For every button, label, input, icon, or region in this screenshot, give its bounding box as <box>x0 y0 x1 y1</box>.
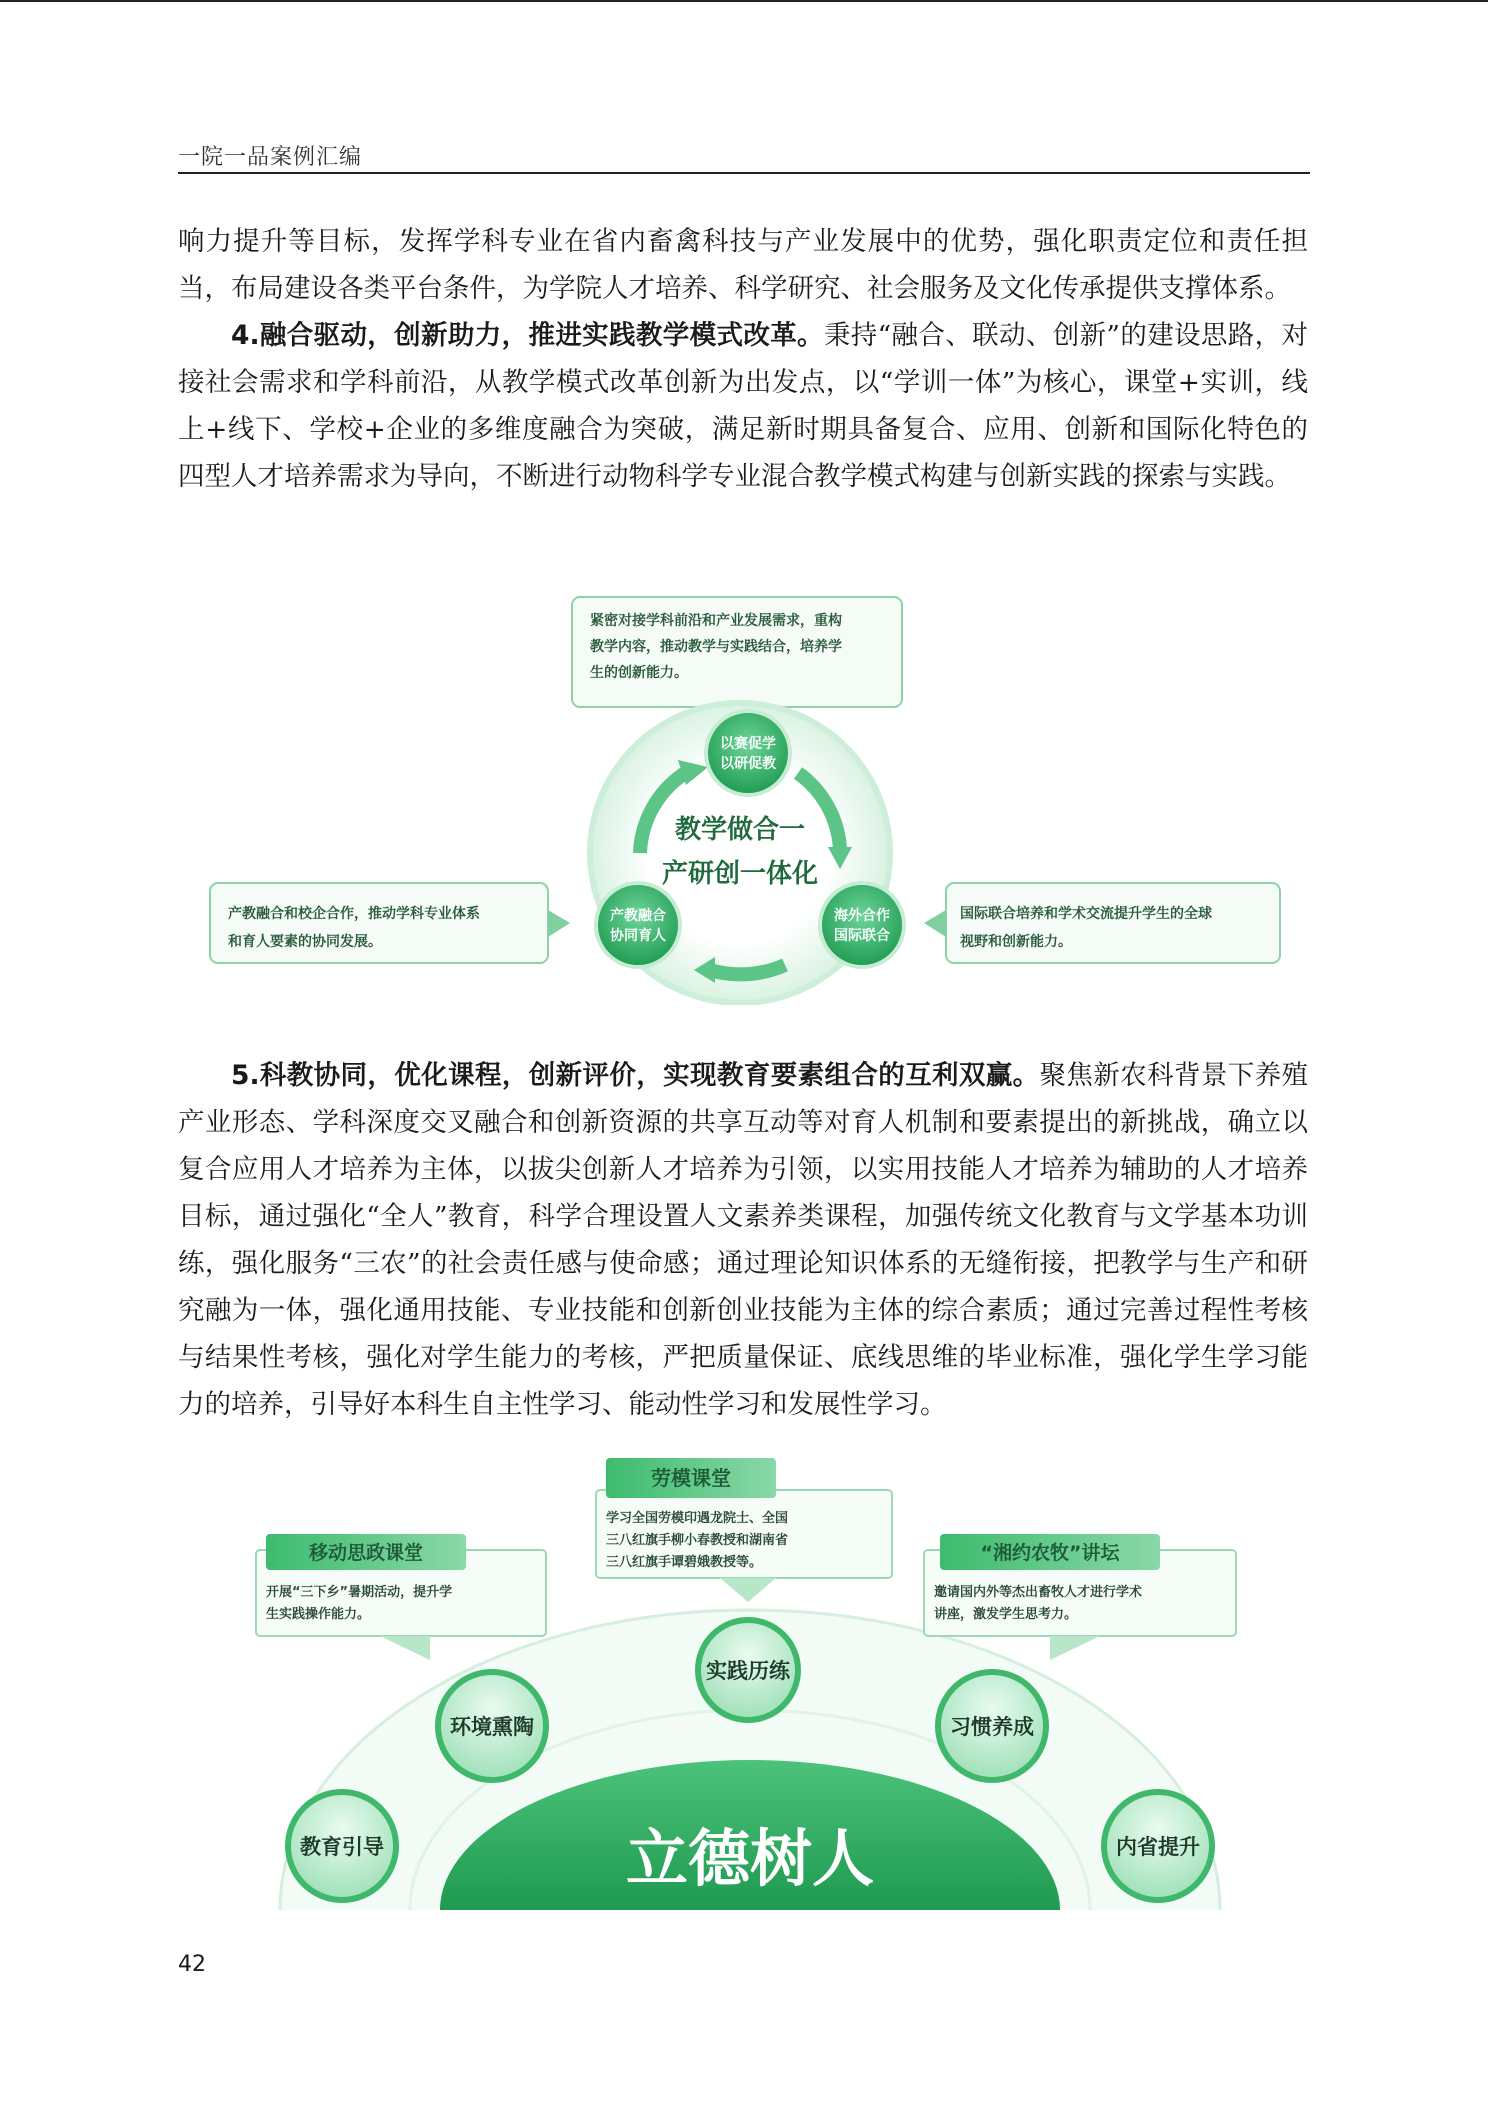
teaching-integration-diagram <box>200 585 1290 1005</box>
svg-text:以赛促学: 以赛促学 <box>720 736 776 752</box>
mobile-classroom-box <box>256 1534 546 1660</box>
svg-text:学习全国劳模印遇龙院士、全国: 学习全国劳模印遇龙院士、全国 <box>606 1511 789 1526</box>
svg-text:国际联合: 国际联合 <box>834 928 890 944</box>
left-description-box <box>210 883 570 963</box>
svg-text:邀请国内外等杰出畜牧人才进行学术: 邀请国内外等杰出畜牧人才进行学术 <box>934 1585 1143 1600</box>
left-box-line-1: 产教融合和校企合作，推动学科专业体系 <box>228 906 480 922</box>
moral-education-diagram <box>240 1450 1260 1910</box>
svg-text:教育引导: 教育引导 <box>300 1835 384 1859</box>
node-competition-research <box>706 711 790 795</box>
paragraph-section-4 <box>178 312 1308 500</box>
mobile-classroom-title: 移动思政课堂 <box>308 1542 424 1564</box>
section-4-heading: 4.融合驱动，创新助力，推进实践教学模式改革。 <box>231 320 824 351</box>
center-label-line-1: 教学做合一 <box>674 815 806 845</box>
svg-text:产教融合: 产教融合 <box>610 908 666 924</box>
top-box-line-2: 教学内容，推动教学与实践结合，培养学 <box>590 639 842 655</box>
section-4-body: 秉持“融合、联动、创新”的建设思路，对接社会需求和学科前沿，从教学模式改革创新为出发点，以“学训一体”为核心，课堂+实训，线上+线下、学校+企业的多维度融合为突破，满足新时期具备复合、应用、创新和国际化特色的四型人才培养需求为导向，不断进行动物科学专业混合教学模式构建与创新实践的探索与实践。 <box>178 320 1308 492</box>
forum-title: “湘约农牧”讲坛 <box>980 1542 1120 1564</box>
svg-text:以研促教: 以研促教 <box>720 756 776 772</box>
top-box-line-1: 紧密对接学科前沿和产业发展需求，重构 <box>590 613 842 629</box>
section-5-heading: 5.科教协同，优化课程，创新评价，实现教育要素组合的互利双赢。 <box>231 1060 1040 1091</box>
left-box-line-2: 和育人要素的协同发展。 <box>228 934 382 950</box>
page-number: 42 <box>178 1952 206 1977</box>
paragraph-continuation: 响力提升等目标，发挥学科专业在省内畜禽科技与产业发展中的优势，强化职责定位和责任担当，布局建设各类平台条件，为学院人才培养、科学研究、社会服务及文化传承提供支撑体系。 <box>178 226 1308 304</box>
svg-text:讲座，激发学生思考力。: 讲座，激发学生思考力。 <box>934 1607 1078 1622</box>
svg-text:三八红旗手柳小春教授和湖南省: 三八红旗手柳小春教授和湖南省 <box>606 1533 789 1548</box>
svg-text:海外合作: 海外合作 <box>834 908 890 924</box>
top-border <box>0 0 1488 2</box>
node-reflection <box>1104 1792 1212 1900</box>
node-habit <box>938 1672 1046 1780</box>
node-practice <box>698 1620 798 1720</box>
right-description-box <box>924 883 1280 963</box>
forum-box <box>924 1534 1236 1660</box>
svg-text:协同育人: 协同育人 <box>610 928 666 944</box>
header-divider <box>178 172 1310 174</box>
svg-text:环境熏陶: 环境熏陶 <box>450 1715 534 1739</box>
svg-text:习惯养成: 习惯养成 <box>950 1715 1034 1739</box>
node-industry-education <box>596 883 680 967</box>
svg-text:开展“三下乡”暑期活动，提升学: 开展“三下乡”暑期活动，提升学 <box>266 1585 453 1600</box>
section-5-body: 聚焦新农科背景下养殖产业形态、学科深度交叉融合和创新资源的共享互动等对育人机制和要素提出的新挑战，确立以复合应用人才培养为主体，以拔尖创新人才培养为引领，以实用技能人才培养为辅助的人才培养目标，通过强化“全人”教育，科学合理设置人文素养类课程，加强传统文化教育与文学基本功训练，强化服务“三农”的社会责任感与使命感；通过理论知识体系的无缝衔接，把教学与生产和研究融为一体，强化通用技能、专业技能和创新创业技能为主体的综合素质；通过完善过程性考核与结果性考核，强化对学生能力的考核，严把质量保证、底线思维的毕业标准，强化学生学习能力的培养，引导好本科生自主性学习、能动性学习和发展性学习。 <box>178 1060 1308 1420</box>
right-box-line-2: 视野和创新能力。 <box>960 934 1072 950</box>
node-environment <box>438 1672 546 1780</box>
svg-text:三八红旗手谭碧娥教授等。: 三八红旗手谭碧娥教授等。 <box>606 1555 763 1570</box>
running-header: 一院一品案例汇编 <box>178 145 363 170</box>
svg-text:实践历练: 实践历练 <box>706 1659 790 1683</box>
center-label-line-2: 产研创一体化 <box>661 859 819 889</box>
svg-text:内省提升: 内省提升 <box>1116 1835 1200 1859</box>
node-international <box>820 883 904 967</box>
node-guidance <box>288 1792 396 1900</box>
top-box-line-3: 生的创新能力。 <box>590 665 688 681</box>
right-box-line-1: 国际联合培养和学术交流提升学生的全球 <box>960 906 1212 922</box>
paragraph-section-5 <box>178 1052 1308 1428</box>
model-worker-box <box>596 1458 892 1602</box>
model-worker-title: 劳模课堂 <box>651 1466 731 1490</box>
central-label: 立德树人 <box>625 1822 875 1895</box>
svg-text:生实践操作能力。: 生实践操作能力。 <box>266 1607 371 1622</box>
